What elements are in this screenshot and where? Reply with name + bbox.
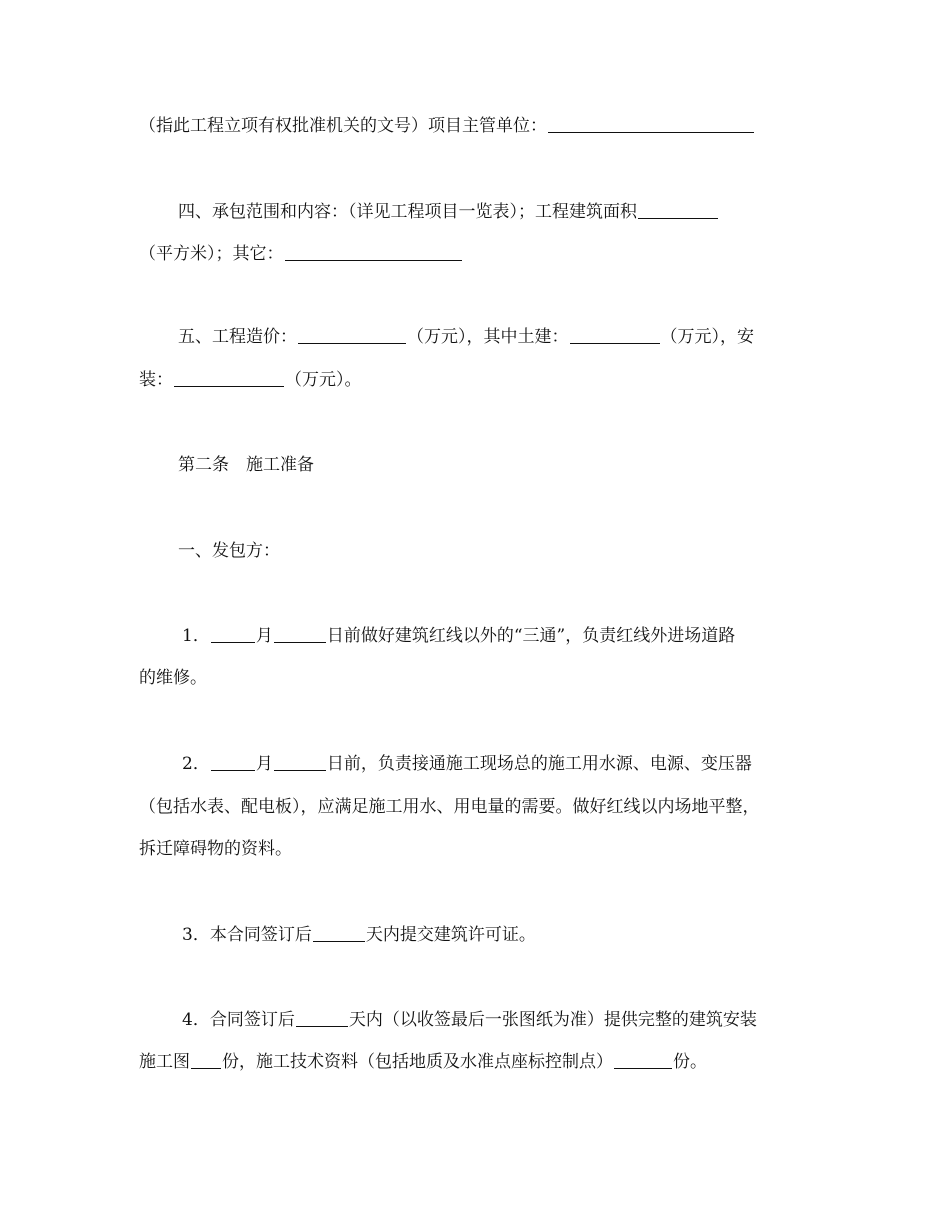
text-segment: 日前做好建筑红线以外的“三通”，负责红线外进场道路 bbox=[326, 626, 736, 646]
text-segment: 月 bbox=[255, 754, 273, 774]
text-line bbox=[139, 115, 755, 137]
text-line bbox=[139, 243, 463, 265]
fill-in-blank[interactable] bbox=[285, 243, 462, 261]
text-line bbox=[139, 667, 207, 689]
text-segment: （万元）。 bbox=[285, 370, 362, 390]
fill-in-blank[interactable] bbox=[191, 1051, 221, 1069]
fill-in-blank[interactable] bbox=[211, 625, 255, 643]
text-segment: （万元），其中土建： bbox=[407, 327, 569, 347]
text-line bbox=[178, 326, 754, 348]
text-segment: （包括水表、配电板），应满足施工用水、用电量的需要。做好红线以内场地平整， bbox=[139, 797, 760, 817]
text-segment: 施工图 bbox=[139, 1052, 190, 1072]
text-segment: 一、发包方： bbox=[178, 541, 280, 561]
text-line bbox=[182, 924, 536, 946]
text-segment: 四、承包范围和内容：（详见工程项目一览表）；工程建筑面积 bbox=[178, 202, 637, 222]
text-segment: 月 bbox=[255, 626, 273, 646]
fill-in-blank[interactable] bbox=[298, 326, 406, 344]
text-line bbox=[139, 369, 362, 391]
text-segment: （万元），安 bbox=[660, 327, 754, 347]
text-line bbox=[139, 796, 760, 818]
fill-in-blank[interactable] bbox=[274, 625, 326, 643]
text-segment: 天内提交建筑许可证。 bbox=[365, 925, 536, 945]
text-segment: （指此工程立项有权批准机关的文号）项目主管单位： bbox=[139, 116, 547, 136]
fill-in-blank[interactable] bbox=[638, 201, 718, 219]
fill-in-blank[interactable] bbox=[174, 369, 284, 387]
fill-in-blank[interactable] bbox=[570, 326, 660, 344]
text-segment: 拆迁障碍物的资料。 bbox=[139, 839, 292, 859]
text-segment: 4．合同签订后 bbox=[182, 1010, 295, 1030]
text-segment: 五、工程造价： bbox=[178, 327, 297, 347]
text-segment: 份，施工技术资料（包括地质及水准点座标控制点） bbox=[222, 1052, 613, 1072]
fill-in-blank[interactable] bbox=[313, 924, 365, 942]
text-segment: （平方米）；其它： bbox=[139, 244, 284, 264]
text-segment: 天内（以收签最后一张图纸为准）提供完整的建筑安装 bbox=[348, 1010, 757, 1030]
text-segment: 份。 bbox=[673, 1052, 707, 1072]
text-segment: 第二条 施工准备 bbox=[178, 455, 314, 475]
text-segment: 装： bbox=[139, 370, 173, 390]
text-line bbox=[139, 1051, 707, 1073]
text-line bbox=[182, 753, 752, 775]
text-line bbox=[182, 625, 735, 647]
text-segment: 1． bbox=[182, 626, 210, 646]
section-heading bbox=[178, 454, 314, 476]
text-segment: 日前，负责接通施工现场总的施工用水源、电源、变压器 bbox=[326, 754, 752, 774]
fill-in-blank[interactable] bbox=[548, 115, 754, 133]
fill-in-blank[interactable] bbox=[274, 753, 326, 771]
text-line bbox=[178, 201, 719, 223]
fill-in-blank[interactable] bbox=[296, 1009, 348, 1027]
text-segment: 2． bbox=[182, 754, 210, 774]
text-line bbox=[178, 540, 280, 562]
text-line bbox=[139, 838, 292, 860]
text-line bbox=[182, 1009, 757, 1031]
text-segment: 的维修。 bbox=[139, 668, 207, 688]
fill-in-blank[interactable] bbox=[614, 1051, 672, 1069]
fill-in-blank[interactable] bbox=[211, 753, 255, 771]
text-segment: 3．本合同签订后 bbox=[182, 925, 312, 945]
